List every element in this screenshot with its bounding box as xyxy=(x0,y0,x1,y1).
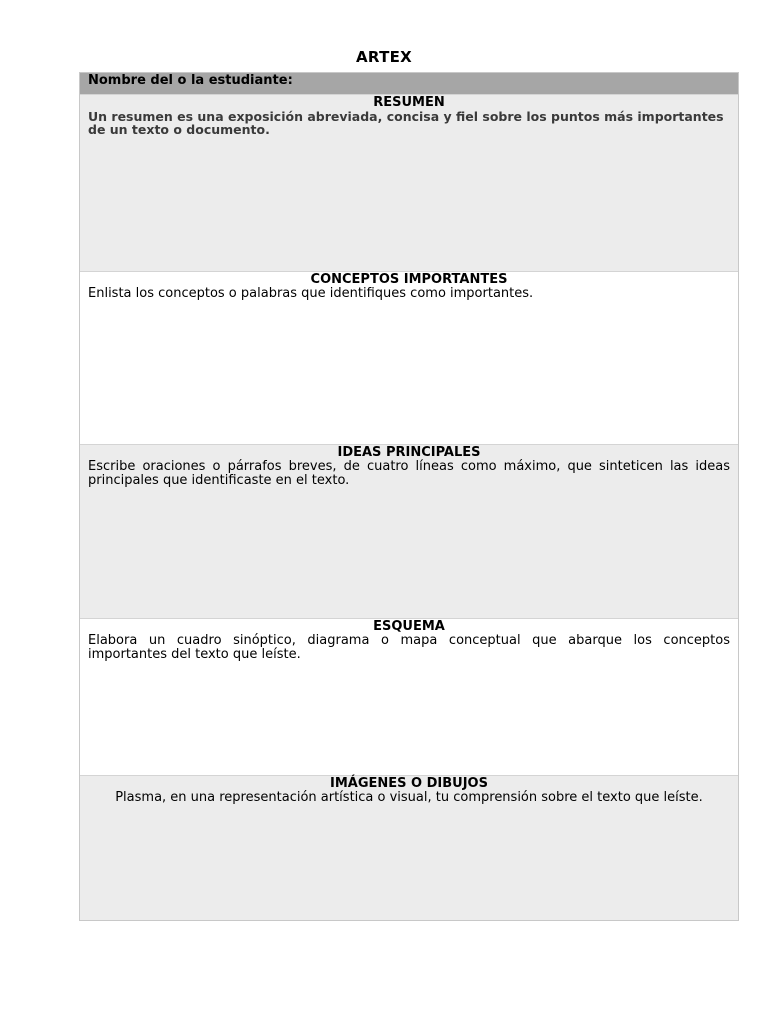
section-ideas-principales[interactable] xyxy=(80,444,738,618)
section-instructions-esquema: Elabora un cuadro sinóptico, diagrama o mapa conceptual que abarque los conceptos importantes del texto que leíste. xyxy=(88,633,730,662)
section-resumen[interactable] xyxy=(80,94,738,271)
section-heading-imagenes: IMÁGENES O DIBUJOS xyxy=(330,776,488,791)
section-instructions-imagenes: Plasma, en una representación artística o visual, tu comprensión sobre el texto que leíste. xyxy=(115,790,703,805)
section-esquema[interactable] xyxy=(80,618,738,775)
section-heading-esquema: ESQUEMA xyxy=(373,619,445,634)
document-title: ARTEX xyxy=(355,48,413,66)
artex-form xyxy=(79,72,739,921)
section-heading-conceptos: CONCEPTOS IMPORTANTES xyxy=(310,272,508,287)
student-name-label: Nombre del o la estudiante: xyxy=(88,73,293,88)
section-instructions-resumen: Un resumen es una exposición abreviada, concisa y fiel sobre los puntos más importantes de un texto o documento. xyxy=(88,109,724,137)
section-conceptos-importantes[interactable] xyxy=(80,271,738,444)
section-imagenes-dibujos[interactable] xyxy=(80,775,738,920)
section-instructions-ideas: Escribe oraciones o párrafos breves, de cuatro líneas como máximo, que sinteticen las ideas principales que identificaste en el texto. xyxy=(88,459,730,488)
section-heading-ideas: IDEAS PRINCIPALES xyxy=(337,445,481,460)
student-name-row[interactable] xyxy=(80,73,738,94)
section-heading-resumen: RESUMEN xyxy=(373,95,445,110)
section-instructions-conceptos: Enlista los conceptos o palabras que identifiques como importantes. xyxy=(88,286,534,301)
